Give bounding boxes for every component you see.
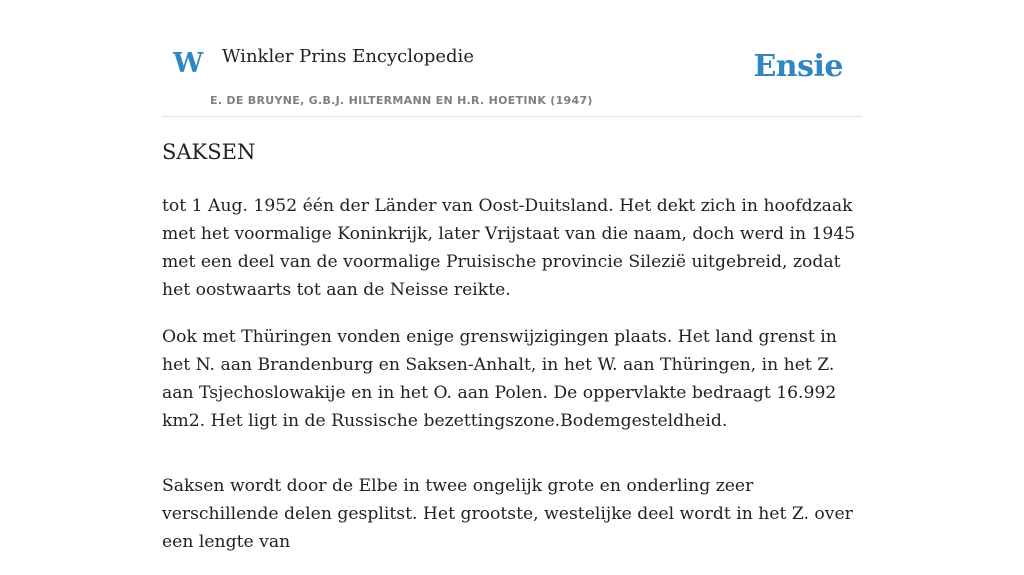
winkler-prins-logo[interactable]: W	[173, 48, 204, 79]
publication-authors: E. DE BRUYNE, G.B.J. HILTERMANN EN H.R. HOETINK (1947)	[210, 94, 593, 107]
paragraph: Ook met Thüringen vonden enige grenswijzigingen plaats. Het land grenst in het N. aan Brandenburg en Saksen-Anhalt, in het W. aan Thüringen, in het Z. aan Tsjechoslowakije en in het O. aan Polen. De oppervlakte bedraagt 16.992 km2. Het ligt in de Russische bezettingszone.Bodemgesteldheid.	[162, 327, 837, 431]
article-body	[162, 192, 862, 575]
publication-title[interactable]: Winkler Prins Encyclopedie	[222, 46, 474, 67]
site-header	[162, 0, 862, 117]
paragraph: tot 1 Aug. 1952 één der Länder van Oost-Duitsland. Het dekt zich in hoofdzaak met het voormalige Koninkrijk, later Vrijstaat van die naam, doch werd in 1945 met een deel van de voormalige Pruisische provincie Silezië uitgebreid, zodat het oostwaarts tot aan de Neisse reikte.	[162, 196, 856, 300]
paragraph: Saksen wordt door de Elbe in twee ongelijk grote en onderling zeer verschillende delen gesplitst. Het grootste, westelijke deel wordt in het Z. over een lengte van	[162, 476, 853, 552]
ensie-logo[interactable]: Ensie	[753, 49, 843, 84]
entry-title: SAKSEN	[162, 140, 256, 164]
